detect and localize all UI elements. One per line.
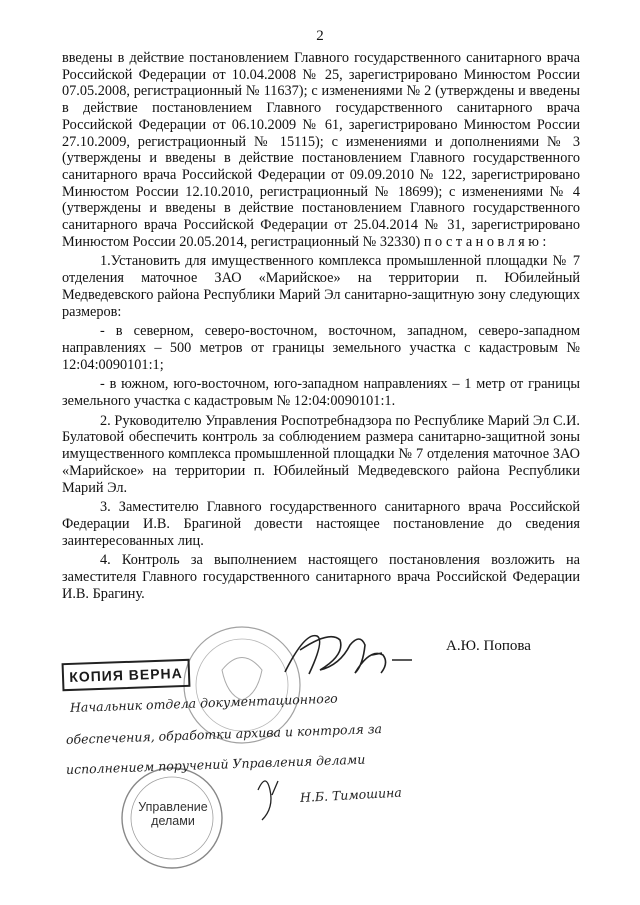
signer-name: А.Ю. Попова (446, 638, 531, 654)
page-number: 2 (316, 28, 324, 44)
clause-1-south: - в южном, юго-восточном, юго-западном направлениях – 1 метр от границы земельного участка с кадастровым № 12:04:0090101:1. (62, 376, 580, 410)
handwritten-note-line-3: исполнением поручений Управления делами (65, 751, 366, 777)
clause-1-north: - в северном, северо-восточном, восточном, западном, северо-западном направлениях – 500 метров от границы земельного участка с кадастровым № 12:04:0090101:1; (62, 323, 580, 373)
copy-verified-stamp: КОПИЯ ВЕРНА (62, 659, 191, 691)
seal-line-1: Управление (138, 800, 208, 814)
official-signature (285, 636, 412, 674)
clause-4: 4. Контроль за выполнением настоящего постановления возложить на заместителя Главного государственного санитарного врача Российской Федерации И.В. Брагину. (62, 552, 580, 602)
clause-3: 3. Заместителю Главного государственного санитарного врача Российской Федерации И.В. Брагиной довести настоящее постановление до сведения заинтересованных лиц. (62, 499, 580, 549)
handwritten-note-line-4: Н.Б. Тимошина (299, 784, 403, 805)
department-seal-text (131, 800, 215, 828)
seal-line-2: делами (151, 814, 195, 828)
handwritten-signature (258, 781, 278, 820)
intro-text: введены в действие постановлением Главного государственного санитарного врача Российской Федерации от 10.04.2008 № 25, зарегистрировано Минюстом России 07.05.2008, регистрационный № 11637); с изменениями № 2 (утверждены и введены в действие постановлением Главного государственного санитарного врача Российской Федерации от 06.10.2009 № 61, зарегистрировано Минюстом России 27.10.2009, регистрационный № 15115); с изменениями и дополнениями № 3 (утверждены и введены в действие постановлением Главного государственного санитарного врача Российской Федерации от 09.09.2010 № 122, зарегистрировано Минюстом России 12.10.2010, регистрационный № 18699); с изменениями № 4 (утверждены и введены в действие постановлением Главного государственного санитарного врача Российской Федерации от 25.04.2014 № 31, зарегистрировано Минюстом России 20.05.2014, регистрационный № 32330) (62, 50, 580, 250)
resolve-word: постановляю: (423, 233, 550, 250)
clause-1: 1.Установить для имущественного комплекса промышленной площадки № 7 отделения маточное ЗАО «Марийское» на территории п. Юбилейный Медведевского района Республики Марий Эл санитарно-защитную зону следующих размеров: (62, 253, 580, 320)
clause-2: 2. Руководителю Управления Роспотребнадзора по Республике Марий Эл С.И. Булатовой обеспечить контроль за соблюдением размера санитарно-защитной зоны имущественного комплекса промышленной площадки № 7 отделения маточное ЗАО «Марийское» на территории п. Юбилейный Медведевского района Республики Марий Эл. (62, 412, 580, 496)
handwritten-note-line-2: обеспечения, обработки архива и контроля за (65, 720, 383, 747)
handwritten-note-line-1: Начальник отдела документационного (69, 690, 338, 715)
